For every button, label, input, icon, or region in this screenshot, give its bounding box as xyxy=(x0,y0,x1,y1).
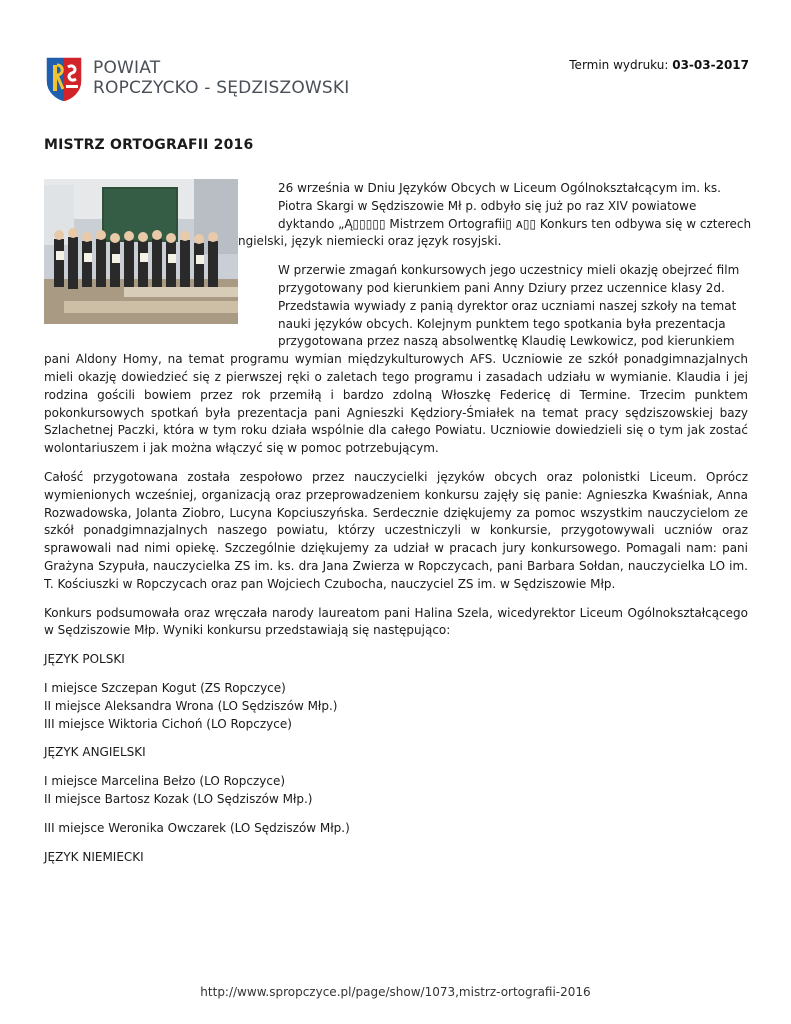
logo-text xyxy=(93,58,350,98)
intro-line-4 xyxy=(44,233,748,251)
program-line-4: nauki języków obcych. Kolejnym punktem tego spotkania była prezentacja xyxy=(278,316,726,331)
print-date-value: 03-03-2017 xyxy=(672,58,749,72)
list-item: II miejsce Bartosz Kozak (LO Sędziszów Młp.) xyxy=(44,791,313,806)
article-body xyxy=(44,180,752,866)
logo-line-1: POWIAT xyxy=(93,58,161,78)
results-section-english xyxy=(44,744,748,837)
program-line-1: W przerwie zmagań konkursowych jego uczestnicy mieli okazję obejrzeć film xyxy=(278,263,740,278)
print-date-label: Termin wydruku: xyxy=(569,58,669,72)
article-title: MISTRZ ORTOGRAFII 2016 xyxy=(44,137,254,153)
intro-line-3: dyktando „Ą▯▯▯▯▯ Mistrzem Ortografii▯ ᴀ▯▯ Konkurs ten odbywa się w czterech xyxy=(278,216,752,231)
print-date xyxy=(569,58,749,72)
program-line-3: Przedstawia wywiady z panią dyrektor oraz uczniami naszej szkoły na temat xyxy=(278,298,737,313)
program-rest: pani Aldony Homy, na temat programu wymian międzykulturowych AFS. Uczniowie ze szkół ponadgimnazjalnych mieli okazję dowiedzieć się z pierwszej ręki o zaletach tego programu i zasadach udziału w wymianie. Klaudia i jej rodzina gościli bowiem przez rok przemiłą i bardzo zdolną Włoszkę Federicę di Termine. Trzecim punktem pokonkursowych spotkań była prezentacja pani Agnieszki Kędziory-Śmiałek na temat pracy sędziszowskiej bazy Szlachetnej Paczki, która w tym roku działa wspólnie dla całego Powiatu. Uczniowie dowiedzieli się o tym jak zostać wolontariuszem i jak można włączyć się w pomoc potrzebującym. xyxy=(44,352,748,456)
page-url-footer[interactable]: http://www.spropczyce.pl/page/show/1073,mistrz-ortografii-2016 xyxy=(200,985,591,999)
list-item: III miejsce Wiktoria Cichoń (LO Ropczyce) xyxy=(44,716,292,731)
results-section-german xyxy=(44,849,748,867)
intro-line-1: 26 września w Dniu Języków Obcych w Liceum Ogólnokształcącym im. ks. xyxy=(278,181,721,195)
section-heading: JĘZYK ANGIELSKI xyxy=(44,745,146,760)
list-item: II miejsce Aleksandra Wrona (LO Sędziszów Młp.) xyxy=(44,698,338,713)
intro-line-2: Piotra Skargi w Sędziszowie Mł p. odbyło się już po raz XIV powiatowe xyxy=(278,198,697,213)
section-heading: JĘZYK POLSKI xyxy=(44,652,125,667)
program-line-2: przygotowany pod kierunkiem pani Anny Dziury przez uczennice klasy 2d. xyxy=(278,280,725,295)
page-header xyxy=(44,55,749,105)
intro-paragraph xyxy=(44,180,752,251)
program-line-5: przygotowana przez naszą absolwentkę Klaudię Lewkowicz, pod kierunkiem xyxy=(278,334,735,349)
organizers-paragraph: Całość przygotowana została zespołowo przez nauczycielki języków obcych oraz polonistki Liceum. Oprócz wymienionych wcześniej, organizacją oraz przeprowadzeniem konkursu zajęły się panie: Agnieszka Kwaśniak, Anna Rozwadowska, Jolanta Ziobro, Lucyna Kopciuszyńska. Serdecznie dziękujemy za pomoc wszystkim nauczycielom ze szkół ponadgimnazjalnych naszego powiatu, którzy uczestniczyli w konkursie, przygotowywali uczniów oraz sprawowali nad nimi opiekę. Szczególnie dziękujemy za udział w pracach jury konkursowego. Pomagali nam: pani Grażyna Szypuła, nauczycielka ZS im. ks. dra Jana Zwierza w Ropczycach, pani Barbara Sołdan, nauczycielka LO im. T. Kościuszki w Ropczycach oraz pan Wojciech Czubocha, nauczyciel ZS im. w Sędziszowie Młp. xyxy=(44,469,748,591)
section-heading: JĘZYK NIEMIECKI xyxy=(44,849,144,864)
list-item: I miejsce Marcelina Bełzo (LO Ropczyce) xyxy=(44,774,286,789)
summary-paragraph: Konkurs podsumowała oraz wręczała narody laureatom pani Halina Szela, wicedyrektor Liceum Ogólnokształcącego w Sędziszowie Młp. Wyniki konkursu przedstawiają się następująco: xyxy=(44,605,748,638)
list-item: III miejsce Weronika Owczarek (LO Sędziszów Młp.) xyxy=(44,820,350,835)
intro-line-4-text: ngielski, język niemiecki oraz język rosyjski. xyxy=(238,234,502,249)
powiat-logo[interactable] xyxy=(44,55,350,103)
program-paragraph xyxy=(44,262,748,458)
coat-of-arms-icon xyxy=(44,55,84,103)
results-section-polish xyxy=(44,651,748,733)
logo-line-2: ROPCZYCKO - SĘDZISZOWSKI xyxy=(93,78,350,98)
list-item: I miejsce Szczepan Kogut (ZS Ropczyce) xyxy=(44,680,286,695)
